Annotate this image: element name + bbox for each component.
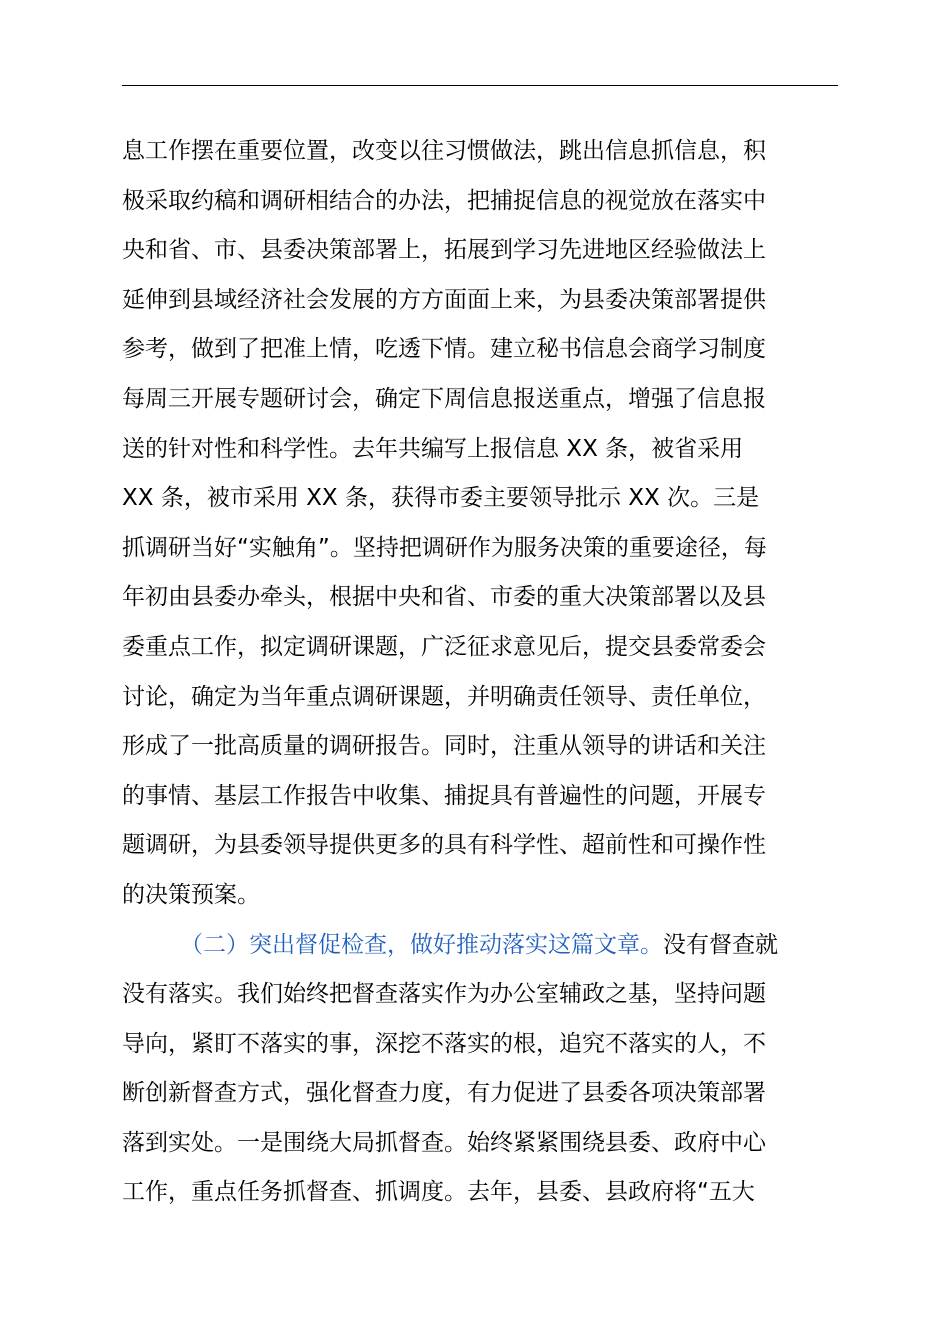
text-line: 题调研，为县委领导提供更多的具有科学性、超前性和可操作性 (122, 832, 766, 859)
text-line: 导向，紧盯不落实的事，深挖不落实的根，追究不落实的人，不 (122, 1030, 766, 1057)
text-line: 抓调研当好“实触角”。坚持把调研作为服务决策的重要途径，每 (122, 534, 767, 561)
header-rule (122, 85, 838, 86)
document-body (122, 127, 838, 1218)
section-heading-line (122, 921, 838, 971)
text-line: 极采取约稿和调研相结合的办法，把捕捉信息的视觉放在落实中 (122, 187, 766, 214)
text-line: 央和省、市、县委决策部署上，拓展到学习先进地区经验做法上 (122, 237, 766, 264)
text-line: 年初由县委办牵头，根据中央和省、市委的重大决策部署以及县 (122, 584, 766, 611)
text-line: 息工作摆在重要位置，改变以往习惯做法，跳出信息抓信息，积 (122, 138, 766, 164)
text-line: 送的针对性和科学性。去年共编写上报信息 XX 条，被省采用 (122, 435, 744, 462)
text-line: 委重点工作，拟定调研课题，广泛征求意见后，提交县委常委会 (122, 633, 766, 660)
text-line: 落到实处。一是围绕大局抓督查。始终紧紧围绕县委、政府中心 (122, 1129, 766, 1156)
section-heading: （二）突出督促检查，做好推动落实这篇文章。 (180, 931, 663, 958)
text-line: 断创新督查方式，强化督查力度，有力促进了县委各项决策部署 (122, 1080, 766, 1107)
text-line: 延伸到县域经济社会发展的方方面面上来，为县委决策部署提供 (122, 286, 766, 313)
section-heading-continuation: 没有督查就 (663, 931, 778, 958)
text-line: 每周三开展专题研讨会，确定下周信息报送重点，增强了信息报 (122, 385, 766, 412)
text-line: 的事情、基层工作报告中收集、捕捉具有普遍性的问题，开展专 (122, 782, 766, 809)
text-line: 形成了一批高质量的调研报告。同时，注重从领导的讲话和关注 (122, 733, 766, 760)
text-line: 工作，重点任务抓督查、抓调度。去年，县委、县政府将“五大 (122, 1179, 755, 1206)
text-line: 参考，做到了把准上情，吃透下情。建立秘书信息会商学习制度 (122, 336, 766, 363)
text-line: 讨论，确定为当年重点调研课题，并明确责任领导、责任单位， (122, 683, 766, 710)
text-line: 没有落实。我们始终把督查落实作为办公室辅政之基，坚持问题 (122, 981, 766, 1008)
text-line: XX 条，被市采用 XX 条，获得市委主要领导批示 XX 次。三是 (122, 485, 760, 512)
text-line: 的决策预案。 (122, 881, 260, 908)
